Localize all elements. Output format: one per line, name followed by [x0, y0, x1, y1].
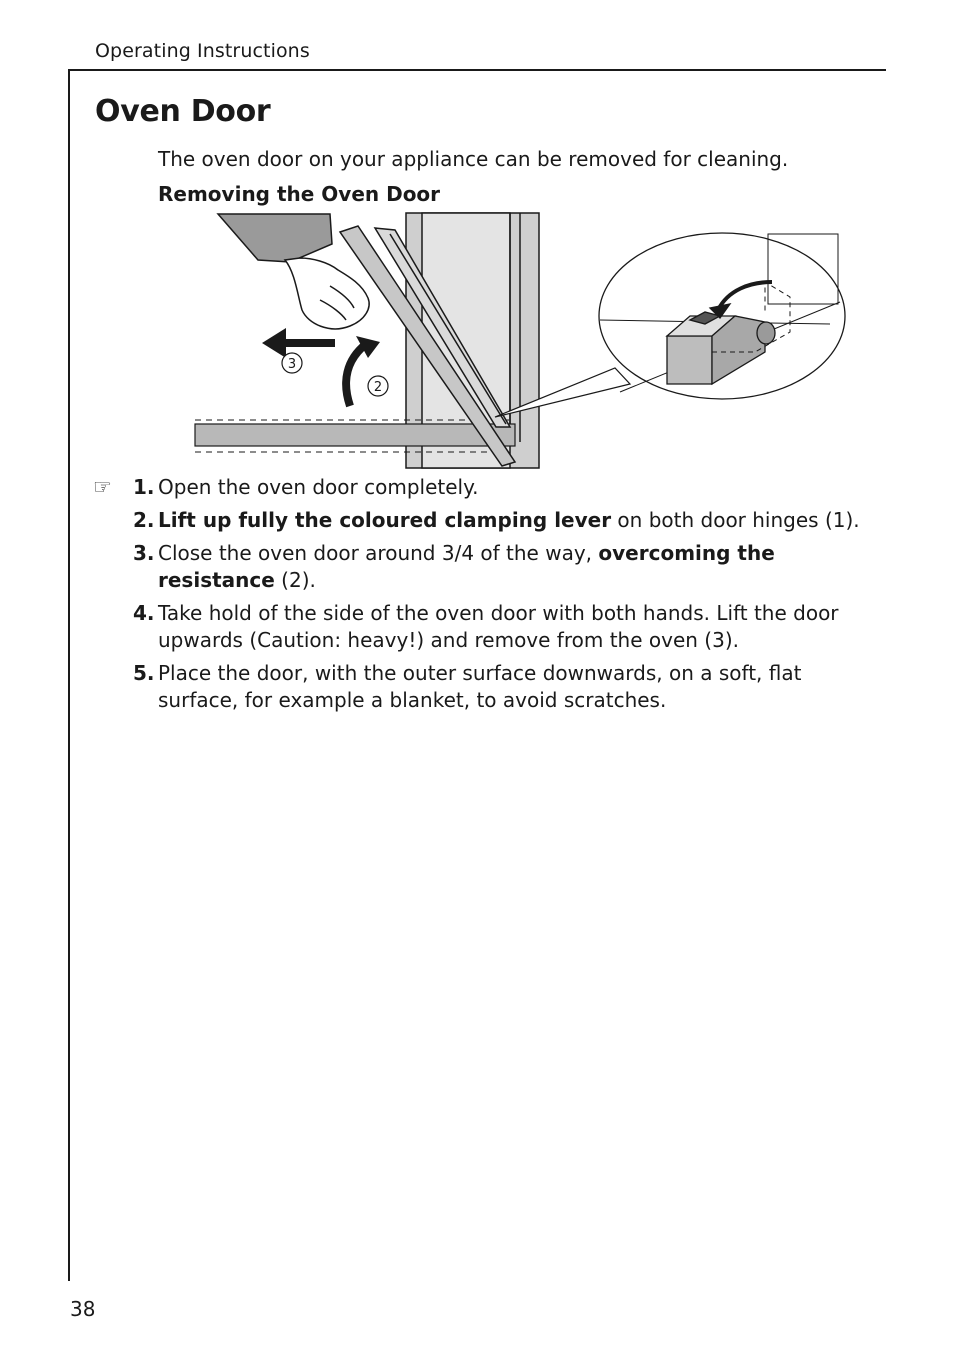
arrow-lift-out [262, 328, 335, 358]
step-number: 4. [133, 601, 155, 625]
page-title: Oven Door [95, 94, 271, 129]
step-4 [95, 600, 875, 654]
step-text: Close the oven door around 3/4 of the way, [158, 541, 599, 565]
intro-text: The oven door on your appliance can be removed for cleaning. [158, 147, 789, 171]
step-number: 5. [133, 661, 155, 685]
step-1 [95, 474, 875, 501]
step-text: Open the oven door completely. [158, 475, 479, 499]
step-text: on both door hinges (1). [611, 508, 860, 532]
step-number: 2. [133, 508, 155, 532]
subheading: Removing the Oven Door [158, 182, 441, 206]
callout-3: 3 [287, 357, 297, 372]
margin-rule [68, 69, 70, 1281]
step-2 [95, 507, 875, 534]
header-section: Operating Instructions [95, 40, 310, 62]
callout-2: 2 [373, 380, 383, 395]
steps-list [95, 474, 875, 720]
header-rule [68, 69, 886, 71]
door-removal-illustration [190, 212, 850, 472]
page-number: 38 [70, 1297, 96, 1321]
hand-pointer-icon: ☞ [93, 475, 112, 499]
hinge-detail-zoom [599, 233, 845, 399]
step-text-emphasis: Lift up fully the coloured clamping lever [158, 508, 612, 532]
step-text: Place the door, with the outer surface downwards, on a soft, flat surface, for example a blanket, to avoid scratches. [158, 661, 802, 712]
step-text: (2). [274, 568, 316, 592]
step-text: Take hold of the side of the oven door with both hands. Lift the door upwards (Caution: heavy!) and remove from the oven (3). [158, 601, 839, 652]
step-number: 1. [133, 475, 155, 499]
step-text-emphasis: overcoming the resistance [158, 541, 775, 592]
step-5 [95, 660, 875, 714]
step-3 [95, 540, 875, 594]
step-number: 3. [133, 541, 155, 565]
